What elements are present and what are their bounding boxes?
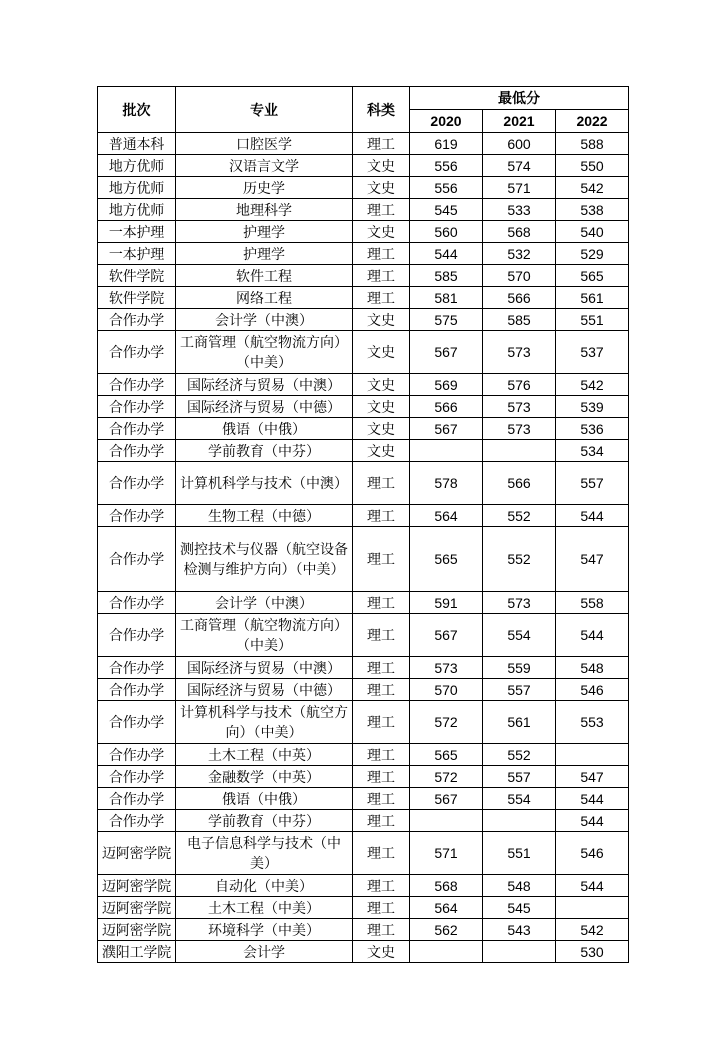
score-table (97, 86, 629, 963)
score-2022-cell: 553 (556, 701, 629, 744)
batch-cell: 合作办学 (98, 592, 176, 614)
table-row (98, 396, 629, 418)
major-cell: 金融数学（中英） (176, 766, 353, 788)
major-cell: 工商管理（航空物流方向）（中美） (176, 331, 353, 374)
score-2022-cell: 540 (556, 221, 629, 243)
batch-cell: 地方优师 (98, 155, 176, 177)
major-cell: 俄语（中俄） (176, 418, 353, 440)
score-2021-cell: 573 (483, 396, 556, 418)
category-cell: 理工 (353, 810, 410, 832)
score-2020-cell: 544 (410, 243, 483, 265)
score-2020-cell: 556 (410, 155, 483, 177)
table-row (98, 919, 629, 941)
score-2020-cell: 567 (410, 788, 483, 810)
score-2020-cell: 572 (410, 701, 483, 744)
score-2021-cell: 554 (483, 614, 556, 657)
major-cell: 国际经济与贸易（中澳） (176, 657, 353, 679)
table-row (98, 766, 629, 788)
batch-cell: 合作办学 (98, 766, 176, 788)
score-2020-cell: 573 (410, 657, 483, 679)
major-cell: 学前教育（中芬） (176, 810, 353, 832)
category-cell: 理工 (353, 199, 410, 221)
table-row (98, 374, 629, 396)
score-2022-cell: 538 (556, 199, 629, 221)
major-header: 专业 (176, 87, 353, 133)
table-row (98, 462, 629, 505)
major-cell: 会计学 (176, 941, 353, 963)
batch-cell: 合作办学 (98, 418, 176, 440)
batch-cell: 合作办学 (98, 788, 176, 810)
table-row (98, 527, 629, 592)
score-2021-cell: 557 (483, 679, 556, 701)
major-cell: 护理学 (176, 221, 353, 243)
category-cell: 理工 (353, 875, 410, 897)
table-row (98, 875, 629, 897)
table-row (98, 331, 629, 374)
major-cell: 网络工程 (176, 287, 353, 309)
score-2021-cell: 570 (483, 265, 556, 287)
score-2022-cell: 544 (556, 788, 629, 810)
score-2021-cell (483, 941, 556, 963)
batch-cell: 一本护理 (98, 221, 176, 243)
table-row (98, 657, 629, 679)
category-cell: 理工 (353, 919, 410, 941)
major-cell: 软件工程 (176, 265, 353, 287)
year-2022-header: 2022 (556, 110, 629, 133)
score-2021-cell: 574 (483, 155, 556, 177)
score-2020-cell (410, 810, 483, 832)
category-cell: 文史 (353, 374, 410, 396)
major-cell: 汉语言文学 (176, 155, 353, 177)
score-2022-cell (556, 897, 629, 919)
table-row (98, 221, 629, 243)
score-2022-cell: 544 (556, 875, 629, 897)
min-score-header: 最低分 (410, 87, 629, 110)
score-2021-cell: 559 (483, 657, 556, 679)
category-cell: 理工 (353, 614, 410, 657)
score-2020-cell: 556 (410, 177, 483, 199)
category-cell: 理工 (353, 679, 410, 701)
score-2020-cell (410, 440, 483, 462)
score-2022-cell: 534 (556, 440, 629, 462)
major-cell: 测控技术与仪器（航空设备检测与维护方向）（中美） (176, 527, 353, 592)
batch-cell: 迈阿密学院 (98, 875, 176, 897)
major-cell: 土木工程（中美） (176, 897, 353, 919)
score-2021-cell: 557 (483, 766, 556, 788)
category-cell: 理工 (353, 287, 410, 309)
score-2021-cell: 568 (483, 221, 556, 243)
table-row (98, 897, 629, 919)
major-cell: 土木工程（中英） (176, 744, 353, 766)
score-2020-cell: 565 (410, 527, 483, 592)
major-cell: 生物工程（中德） (176, 505, 353, 527)
score-2020-cell: 572 (410, 766, 483, 788)
batch-cell: 合作办学 (98, 505, 176, 527)
category-cell: 文史 (353, 177, 410, 199)
score-2022-cell: 542 (556, 177, 629, 199)
score-2022-cell: 561 (556, 287, 629, 309)
major-cell: 计算机科学与技术（中澳） (176, 462, 353, 505)
major-cell: 国际经济与贸易（中德） (176, 679, 353, 701)
category-cell: 理工 (353, 657, 410, 679)
batch-cell: 地方优师 (98, 199, 176, 221)
score-2021-cell: 551 (483, 832, 556, 875)
batch-header: 批次 (98, 87, 176, 133)
score-2020-cell: 567 (410, 614, 483, 657)
category-cell: 文史 (353, 155, 410, 177)
score-2022-cell: 548 (556, 657, 629, 679)
score-2021-cell: 552 (483, 744, 556, 766)
score-2020-cell: 591 (410, 592, 483, 614)
batch-cell: 合作办学 (98, 527, 176, 592)
score-2020-cell: 566 (410, 396, 483, 418)
batch-cell: 迈阿密学院 (98, 919, 176, 941)
major-cell: 口腔医学 (176, 133, 353, 155)
score-2022-cell: 544 (556, 614, 629, 657)
score-2022-cell: 536 (556, 418, 629, 440)
batch-cell: 合作办学 (98, 309, 176, 331)
score-2020-cell: 568 (410, 875, 483, 897)
score-2021-cell: 573 (483, 418, 556, 440)
table-row (98, 614, 629, 657)
table-row (98, 177, 629, 199)
major-cell: 地理科学 (176, 199, 353, 221)
score-2020-cell (410, 941, 483, 963)
batch-cell: 合作办学 (98, 396, 176, 418)
score-2022-cell: 550 (556, 155, 629, 177)
score-2022-cell: 547 (556, 766, 629, 788)
major-cell: 会计学（中澳） (176, 592, 353, 614)
table-row (98, 505, 629, 527)
major-cell: 国际经济与贸易（中澳） (176, 374, 353, 396)
category-header: 科类 (353, 87, 410, 133)
score-2022-cell: 588 (556, 133, 629, 155)
score-2020-cell: 565 (410, 744, 483, 766)
score-2020-cell: 567 (410, 418, 483, 440)
category-cell: 理工 (353, 766, 410, 788)
category-cell: 理工 (353, 133, 410, 155)
year-2021-header: 2021 (483, 110, 556, 133)
score-2022-cell (556, 744, 629, 766)
batch-cell: 软件学院 (98, 265, 176, 287)
score-2022-cell: 544 (556, 505, 629, 527)
batch-cell: 合作办学 (98, 810, 176, 832)
score-2021-cell (483, 440, 556, 462)
score-2022-cell: 551 (556, 309, 629, 331)
score-2021-cell: 600 (483, 133, 556, 155)
batch-cell: 合作办学 (98, 657, 176, 679)
batch-cell: 合作办学 (98, 701, 176, 744)
score-2021-cell: 566 (483, 287, 556, 309)
category-cell: 理工 (353, 527, 410, 592)
score-2020-cell: 545 (410, 199, 483, 221)
category-cell: 理工 (353, 505, 410, 527)
category-cell: 理工 (353, 265, 410, 287)
score-2022-cell: 544 (556, 810, 629, 832)
score-2020-cell: 570 (410, 679, 483, 701)
category-cell: 理工 (353, 832, 410, 875)
batch-cell: 合作办学 (98, 374, 176, 396)
score-2022-cell: 558 (556, 592, 629, 614)
category-cell: 文史 (353, 331, 410, 374)
score-2021-cell: 543 (483, 919, 556, 941)
score-2020-cell: 619 (410, 133, 483, 155)
major-cell: 电子信息科学与技术（中美） (176, 832, 353, 875)
score-2022-cell: 542 (556, 919, 629, 941)
batch-cell: 迈阿密学院 (98, 832, 176, 875)
category-cell: 文史 (353, 941, 410, 963)
score-2020-cell: 575 (410, 309, 483, 331)
score-2022-cell: 542 (556, 374, 629, 396)
category-cell: 文史 (353, 309, 410, 331)
score-2020-cell: 581 (410, 287, 483, 309)
batch-cell: 普通本科 (98, 133, 176, 155)
table-row (98, 592, 629, 614)
table-row (98, 788, 629, 810)
batch-cell: 合作办学 (98, 331, 176, 374)
batch-cell: 合作办学 (98, 440, 176, 462)
category-cell: 理工 (353, 243, 410, 265)
score-2020-cell: 585 (410, 265, 483, 287)
score-2021-cell: 552 (483, 505, 556, 527)
score-2020-cell: 569 (410, 374, 483, 396)
category-cell: 理工 (353, 788, 410, 810)
score-2020-cell: 562 (410, 919, 483, 941)
score-2020-cell: 578 (410, 462, 483, 505)
score-2021-cell: 573 (483, 331, 556, 374)
major-cell: 会计学（中澳） (176, 309, 353, 331)
table-row (98, 701, 629, 744)
batch-cell: 地方优师 (98, 177, 176, 199)
table-row (98, 287, 629, 309)
score-2022-cell: 557 (556, 462, 629, 505)
category-cell: 理工 (353, 592, 410, 614)
major-cell: 护理学 (176, 243, 353, 265)
batch-cell: 软件学院 (98, 287, 176, 309)
major-cell: 工商管理（航空物流方向）（中美） (176, 614, 353, 657)
category-cell: 理工 (353, 744, 410, 766)
batch-cell: 濮阳工学院 (98, 941, 176, 963)
major-cell: 环境科学（中美） (176, 919, 353, 941)
score-2021-cell: 554 (483, 788, 556, 810)
score-2021-cell: 545 (483, 897, 556, 919)
table-row (98, 744, 629, 766)
score-2021-cell: 573 (483, 592, 556, 614)
table-row (98, 309, 629, 331)
score-2021-cell: 571 (483, 177, 556, 199)
score-2020-cell: 564 (410, 897, 483, 919)
score-2022-cell: 529 (556, 243, 629, 265)
score-2021-cell: 532 (483, 243, 556, 265)
table-row (98, 155, 629, 177)
category-cell: 理工 (353, 701, 410, 744)
score-2022-cell: 530 (556, 941, 629, 963)
score-2020-cell: 564 (410, 505, 483, 527)
score-2021-cell: 533 (483, 199, 556, 221)
category-cell: 理工 (353, 462, 410, 505)
category-cell: 理工 (353, 897, 410, 919)
table-row (98, 810, 629, 832)
batch-cell: 合作办学 (98, 462, 176, 505)
category-cell: 文史 (353, 396, 410, 418)
table-row (98, 418, 629, 440)
score-2021-cell: 566 (483, 462, 556, 505)
table-row (98, 133, 629, 155)
score-2021-cell: 561 (483, 701, 556, 744)
table-row (98, 199, 629, 221)
score-2021-cell (483, 810, 556, 832)
year-2020-header: 2020 (410, 110, 483, 133)
table-row (98, 679, 629, 701)
score-2020-cell: 567 (410, 331, 483, 374)
major-cell: 国际经济与贸易（中德） (176, 396, 353, 418)
score-2020-cell: 571 (410, 832, 483, 875)
batch-cell: 合作办学 (98, 744, 176, 766)
score-2022-cell: 546 (556, 832, 629, 875)
score-2022-cell: 546 (556, 679, 629, 701)
major-cell: 自动化（中美） (176, 875, 353, 897)
header-row (98, 87, 629, 110)
table-row (98, 265, 629, 287)
score-2021-cell: 552 (483, 527, 556, 592)
major-cell: 计算机科学与技术（航空方向）（中美） (176, 701, 353, 744)
score-2022-cell: 539 (556, 396, 629, 418)
score-2021-cell: 585 (483, 309, 556, 331)
table-row (98, 440, 629, 462)
batch-cell: 合作办学 (98, 679, 176, 701)
category-cell: 文史 (353, 221, 410, 243)
table-row (98, 832, 629, 875)
score-2022-cell: 565 (556, 265, 629, 287)
major-cell: 学前教育（中芬） (176, 440, 353, 462)
batch-cell: 迈阿密学院 (98, 897, 176, 919)
score-2022-cell: 547 (556, 527, 629, 592)
category-cell: 文史 (353, 440, 410, 462)
score-2021-cell: 548 (483, 875, 556, 897)
score-2021-cell: 576 (483, 374, 556, 396)
score-2020-cell: 560 (410, 221, 483, 243)
batch-cell: 合作办学 (98, 614, 176, 657)
score-2022-cell: 537 (556, 331, 629, 374)
major-cell: 历史学 (176, 177, 353, 199)
batch-cell: 一本护理 (98, 243, 176, 265)
major-cell: 俄语（中俄） (176, 788, 353, 810)
table-row (98, 941, 629, 963)
category-cell: 文史 (353, 418, 410, 440)
table-row (98, 243, 629, 265)
